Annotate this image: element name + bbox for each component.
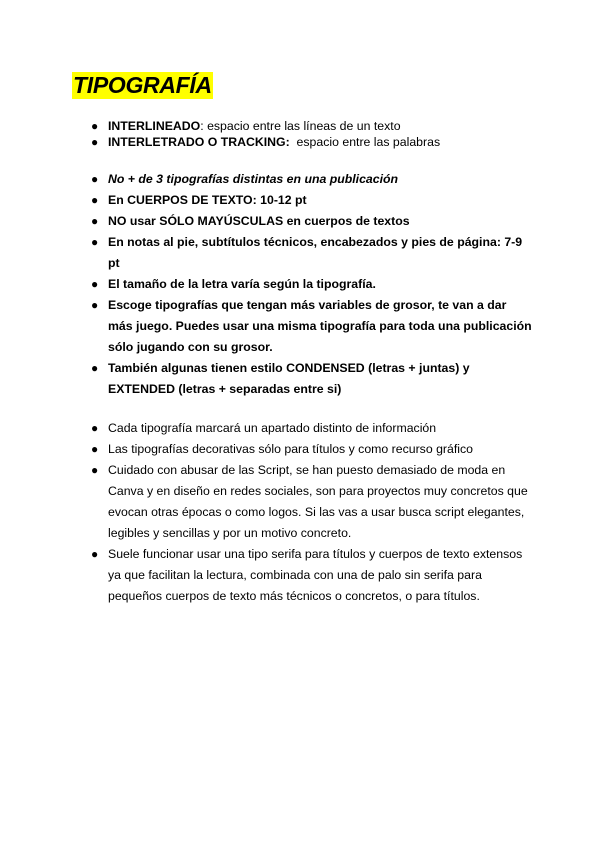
bullet-icon: ● — [91, 235, 99, 249]
page-title: TIPOGRAFÍA — [73, 72, 212, 98]
list-item-line: Las tipografías decorativas sólo para títulos y como recurso gráfico — [108, 442, 473, 456]
list-item-line: NO usar SÓLO MAYÚSCULAS en cuerpos de textos — [108, 214, 410, 228]
bullet-icon: ● — [91, 361, 99, 375]
list-item-line: Cuidado con abusar de las Script, se han puesto demasiado de moda en — [108, 463, 506, 477]
term: INTERLINEADO — [108, 119, 201, 133]
definitions-list — [0, 118, 600, 150]
bullet-icon: ● — [91, 277, 99, 291]
list-item-line: legibles y sencillas y por un motivo concreto. — [108, 526, 352, 540]
tips-list — [0, 418, 600, 607]
bullet-icon: ● — [91, 463, 99, 477]
list-item-line: EXTENDED (letras + separadas entre si) — [108, 382, 342, 396]
list-item — [0, 295, 600, 358]
list-item — [0, 439, 600, 460]
bullet-icon: ● — [91, 298, 99, 312]
list-item-line: No + de 3 tipografías distintas en una publicación — [108, 172, 399, 186]
list-item — [0, 211, 600, 232]
list-item-line: ya que facilitan la lectura, combinada con una de palo sin serifa para — [108, 568, 482, 582]
list-item-line: En CUERPOS DE TEXTO: 10-12 pt — [108, 193, 307, 207]
list-item — [0, 190, 600, 211]
list-item — [0, 460, 600, 544]
list-item-line: pt — [108, 256, 120, 270]
list-item-line: sólo jugando con su grosor. — [108, 340, 273, 354]
bullet-icon: ● — [91, 442, 99, 456]
list-item-line: El tamaño de la letra varía según la tipografía. — [108, 277, 376, 291]
list-item-line: Canva y en diseño en redes sociales, son para proyectos muy concretos que — [108, 484, 528, 498]
rules-list — [0, 169, 600, 400]
bullet-icon: ● — [91, 421, 99, 435]
list-item — [0, 134, 600, 150]
bullet-icon: ● — [91, 193, 99, 207]
list-item-line: Cada tipografía marcará un apartado distinto de información — [108, 421, 437, 435]
bullet-icon: ● — [91, 135, 99, 149]
list-item-line: Escoge tipografías que tengan más variables de grosor, te van a dar — [108, 298, 507, 312]
list-item-line: pequeños cuerpos de texto más técnicos o concretos, o para títulos. — [108, 589, 480, 603]
bullet-icon: ● — [91, 547, 99, 561]
bullet-icon: ● — [91, 172, 99, 186]
list-item — [0, 358, 600, 400]
list-item-line: evocan otras épocas o como logos. Si las vas a usar busca script elegantes, — [108, 505, 525, 519]
term: INTERLETRADO O TRACKING: — [108, 135, 290, 149]
definition: espacio entre las líneas de un texto — [203, 119, 401, 133]
list-item — [0, 118, 600, 134]
definition: espacio entre las palabras — [289, 135, 441, 149]
separator: : — [200, 119, 204, 133]
list-item-line: También algunas tienen estilo CONDENSED (letras + juntas) y — [108, 361, 470, 375]
bullet-icon: ● — [91, 214, 99, 228]
list-item — [0, 418, 600, 439]
list-item — [0, 274, 600, 295]
list-item-line: En notas al pie, subtítulos técnicos, encabezados y pies de página: 7-9 — [108, 235, 523, 249]
list-item — [0, 232, 600, 274]
list-item — [0, 169, 600, 190]
list-item-line: Suele funcionar usar una tipo serifa para títulos y cuerpos de texto extensos — [108, 547, 523, 561]
bullet-icon: ● — [91, 119, 99, 133]
list-item-line: más juego. Puedes usar una misma tipografía para toda una publicación — [108, 319, 532, 333]
list-item — [0, 544, 600, 607]
